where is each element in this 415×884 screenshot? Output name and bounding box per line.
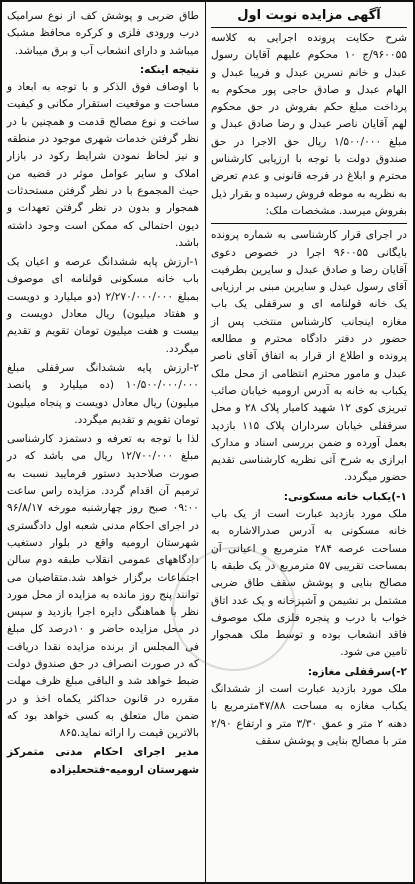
- house-heading: ۱-)یکباب خانه مسکونی:: [283, 490, 407, 503]
- conclusion-heading: نتیجه اینکه:: [139, 63, 199, 76]
- house-valuation: ۱-ارزش پایه ششدانگ عرصه و اعیان یک باب خانه مسکونی قولنامه ای موصوف بمبلغ ۲/۲۷۰/۰۰۰/۰۰۰ (دو میلیارد و دویست و هفتاد میلیون) ریال معادل دویست و بیست و هفت میلیون تومان تقویم و تقدیم میگردد.: [7, 256, 199, 355]
- shop-description: ملک مورد بازدید عبارت است از ششدانگ یکباب مغازه به مساحت ۴۷/۸۸مترمربع با دهنه ۲ متر و عمق ۳/۳۰ متر و ارتفاع ۲/۹۰ متر با مصالح بنایی و پوشش سقف: [211, 682, 407, 747]
- house-description: ملک مورد بازدید عبارت است از یک باب خانه مسکونی به آدرس صدرالاشاره به مساحت عرصه ۲۸۴ مترمربع و اعیانی آن بمساحت تقریبی ۵۷ مترمربع در یک طبقه با مصالح بنایی و پوشش سقف طاق ضربی مشتمل بر نشیمن و آشپزخانه و یک عدد اتاق خواب با درب و پنجره فلزی ملک موصوف فاقد انشعاب بوده و توسط ملک همجوار تامین می شود.: [211, 508, 407, 659]
- expert-report-paragraph: در اجرای قرار کارشناسی به شماره پرونده بایگانی ۹۶۰۰۵۵ اجرا در خصوص دعوی آقایان رضا و صادق عبدل و سایرین بطرفیت آقای رسول عبدل و سایرین مبنی بر ارزیابی یک خانه قولنامه ای و سرقفلی یک باب مغازه اینجانب کارشناس منتخب پس از حضور در دفتر دادگاه محترم و مطالعه پرونده و اطلاع از قرار به اتفاق آقای ناصر عبدل و مامور محترم انتظامی از محل ملک یکباب به خانه به آدرس ارومیه خیابان صائب تبریزی کوی ۱۲ شهید کامیار پلاک ۲۸ و محل سرقفلی خیابان سرداران پلاک ۱۱۵ بازدید بعمل آورده و ضمن بررسی اسناد و مدارک ابرازی به شرح آتی نظریه کارشناسی تقدیم حضور میگردد.: [211, 229, 408, 484]
- signature-line: مدیر اجرای احکام مدنی متمرکز شهرستان ارومیه-فتحعلیزاده: [7, 746, 199, 776]
- auction-terms: لذا با توجه به تعرفه و دستمزد کارشناسی مبلغ ۱۲/۷۰۰/۰۰۰ ریال می باشد که در صورت صلاحدید دستور فرمایید نسبت به ترمیم آن اقدام گردد. مزایده راس ساعت ۰۹:۰۰ صبح روز چهارشنبه مورخه ۹۶/۸/۱۷ در اجرای احکام مدنی شعبه اول دادگستری شهرستان ارومیه واقع در بلوار دستغیب دادگاههای عمومی انقلاب طبقه دوم سالن اجتماعات برگزار خواهد شد.متقاضیان می توانند پنج روز مانده به مزایده از محل مورد نظر با هماهنگی دایره اجرا بازدید و سپس در محل مزایده حاضر و ۱۰درصد کل مبلغ فی المجلس از برنده مزایده نقدا دریافت که در صورت انصراف در حق صندوق دولت ضبط خواهد شد و الباقی مبلغ ظرف مهلت مقرره در قانون حداکثر یکماه اخذ و در ضمن مال متعلق به کسی خواهد بود که بالاترین قیمت را ارائه نماید.۸۶۵: [7, 433, 199, 740]
- column-divider: [205, 2, 206, 882]
- case-summary-paragraph: شرح حکایت پرونده اجرایی به کلاسه ۹۶۰۰۵۵/ج ۱۰ محکوم علیهم آقایان رسول عبدل و خانم نسرین عبدل و فریبا عبدل و الهام عبدل و صادق حاجی پور محکوم به پرداخت مبلغ حکم بفروش در حق محکوم لهم آقایان ناصر عبدل و رضا صادق عبدل و مبلغ ۱/۵۰۰/۰۰۰ ریال حق الاجرا در حق صندوق دولت با توجه با ارزیابی کارشناس محترم و ابلاغ در فرجه قانونی و عدم تعرض به نظریه به موطه فروش رسیده و بقرار ذیل بفروش میرسد. مشخصات ملک:: [211, 32, 408, 217]
- conclusion-paragraph: با اوصاف فوق الذکر و با توجه به ابعاد و مساحت و موقعیت استقرار مکانی و کیفیت ساخت و نوع مصالح قدمت و همچنین با در نظر گرفتن خدمات شهری موجود در منطقه و نیز لحاظ نمودن شرایط رکود در بازار املاک و سایر عوامل موثر در قضیه من حیث المجموع با در نظر گرفتن مستحدثات همجوار و بدون در نظر گرفتن تعهدات و دیون احتمالی که ممکن است وجود داشته باشد.: [7, 81, 199, 249]
- shop-heading: ۲-)سرقفلی مغازه:: [307, 665, 407, 678]
- shop-valuation: ۲-ارزش پایه ششدانگ سرقفلی مبلغ ۱۰/۵۰۰/۰۰۰/۰۰۰ (ده میلیارد و پانصد میلیون) ریال معادل دویست و پنجاه میلیون تومان تقویم و تقدیم میگردد.: [7, 361, 199, 426]
- shop-description-continued: طاق ضربی و پوشش کف از نوع سرامیک درب ورودی فلزی و کرکره محافظ مشبک میباشد و دارای انشعاب آب و برق میباشد.: [7, 10, 199, 57]
- right-column: [206, 2, 413, 882]
- left-column: [2, 2, 205, 882]
- section-divider: [211, 223, 407, 224]
- notice-title: آگهی مزایده نوبت اول: [211, 6, 407, 28]
